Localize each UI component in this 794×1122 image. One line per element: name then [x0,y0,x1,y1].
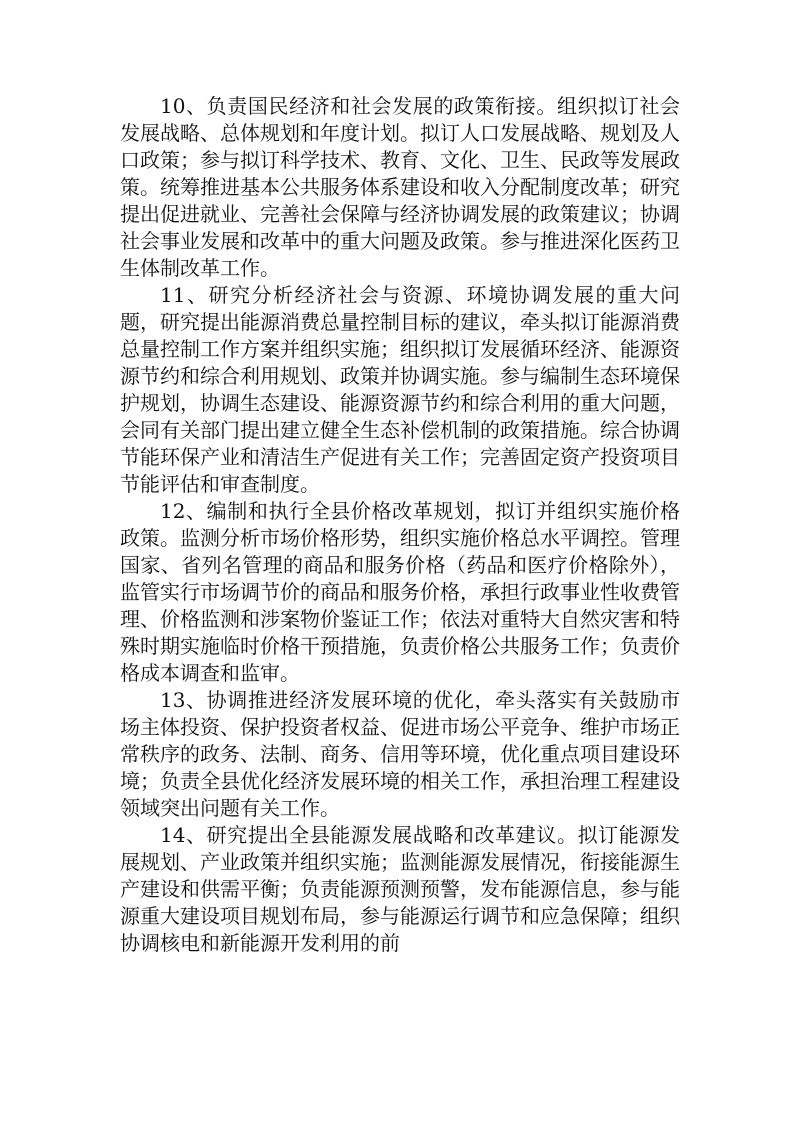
document-body [120,93,680,957]
paragraph-14: 14、研究提出全县能源发展战略和改革建议。拟订能源发展规划、产业政策并组织实施；监测能源发展情况，衔接能源生产建设和供需平衡；负责能源预测预警，发布能源信息，参与能源重大建设项目规划布局，参与能源运行调节和应急保障；组织协调核电和新能源开发利用的前 [120,823,680,955]
paragraph-13: 13、协调推进经济发展环境的优化，牵头落实有关鼓励市场主体投资、保护投资者权益、促进市场公平竞争、维护市场正常秩序的政务、法制、商务、信用等环境，优化重点项目建设环境；负责全县优化经济发展环境的相关工作，承担治理工程建设领域突出问题有关工作。 [120,688,680,820]
paragraph-11: 11、研究分析经济社会与资源、环境协调发展的重大问题，研究提出能源消费总量控制目标的建议，牵头拟订能源消费总量控制工作方案并组织实施；组织拟订发展循环经济、能源资源节约和综合利用规划、政策并协调实施。参与编制生态环境保护规划，协调生态建设、能源资源节约和综合利用的重大问题，会同有关部门提出建立健全生态补偿机制的政策措施。综合协调节能环保产业和清洁生产促进有关工作；完善固定资产投资项目节能评估和审查制度。 [120,283,680,496]
paragraph-12: 12、编制和执行全县价格改革规划，拟订并组织实施价格政策。监测分析市场价格形势，组织实施价格总水平调控。管理国家、省列名管理的商品和服务价格（药品和医疗价格除外），监管实行市场调节价的商品和服务价格，承担行政事业性收费管理、价格监测和涉案物价鉴证工作；依法对重特大自然灾害和特殊时期实施临时价格干预措施，负责价格公共服务工作；负责价格成本调查和监审。 [120,499,680,685]
paragraph-10: 10、负责国民经济和社会发展的政策衔接。组织拟订社会发展战略、总体规划和年度计划。拟订人口发展战略、规划及人口政策；参与拟订科学技术、教育、文化、卫生、民政等发展政策。统筹推进基本公共服务体系建设和收入分配制度改革；研究提出促进就业、完善社会保障与经济协调发展的政策建议；协调社会事业发展和改革中的重大问题及政策。参与推进深化医药卫生体制改革工作。 [120,94,680,280]
